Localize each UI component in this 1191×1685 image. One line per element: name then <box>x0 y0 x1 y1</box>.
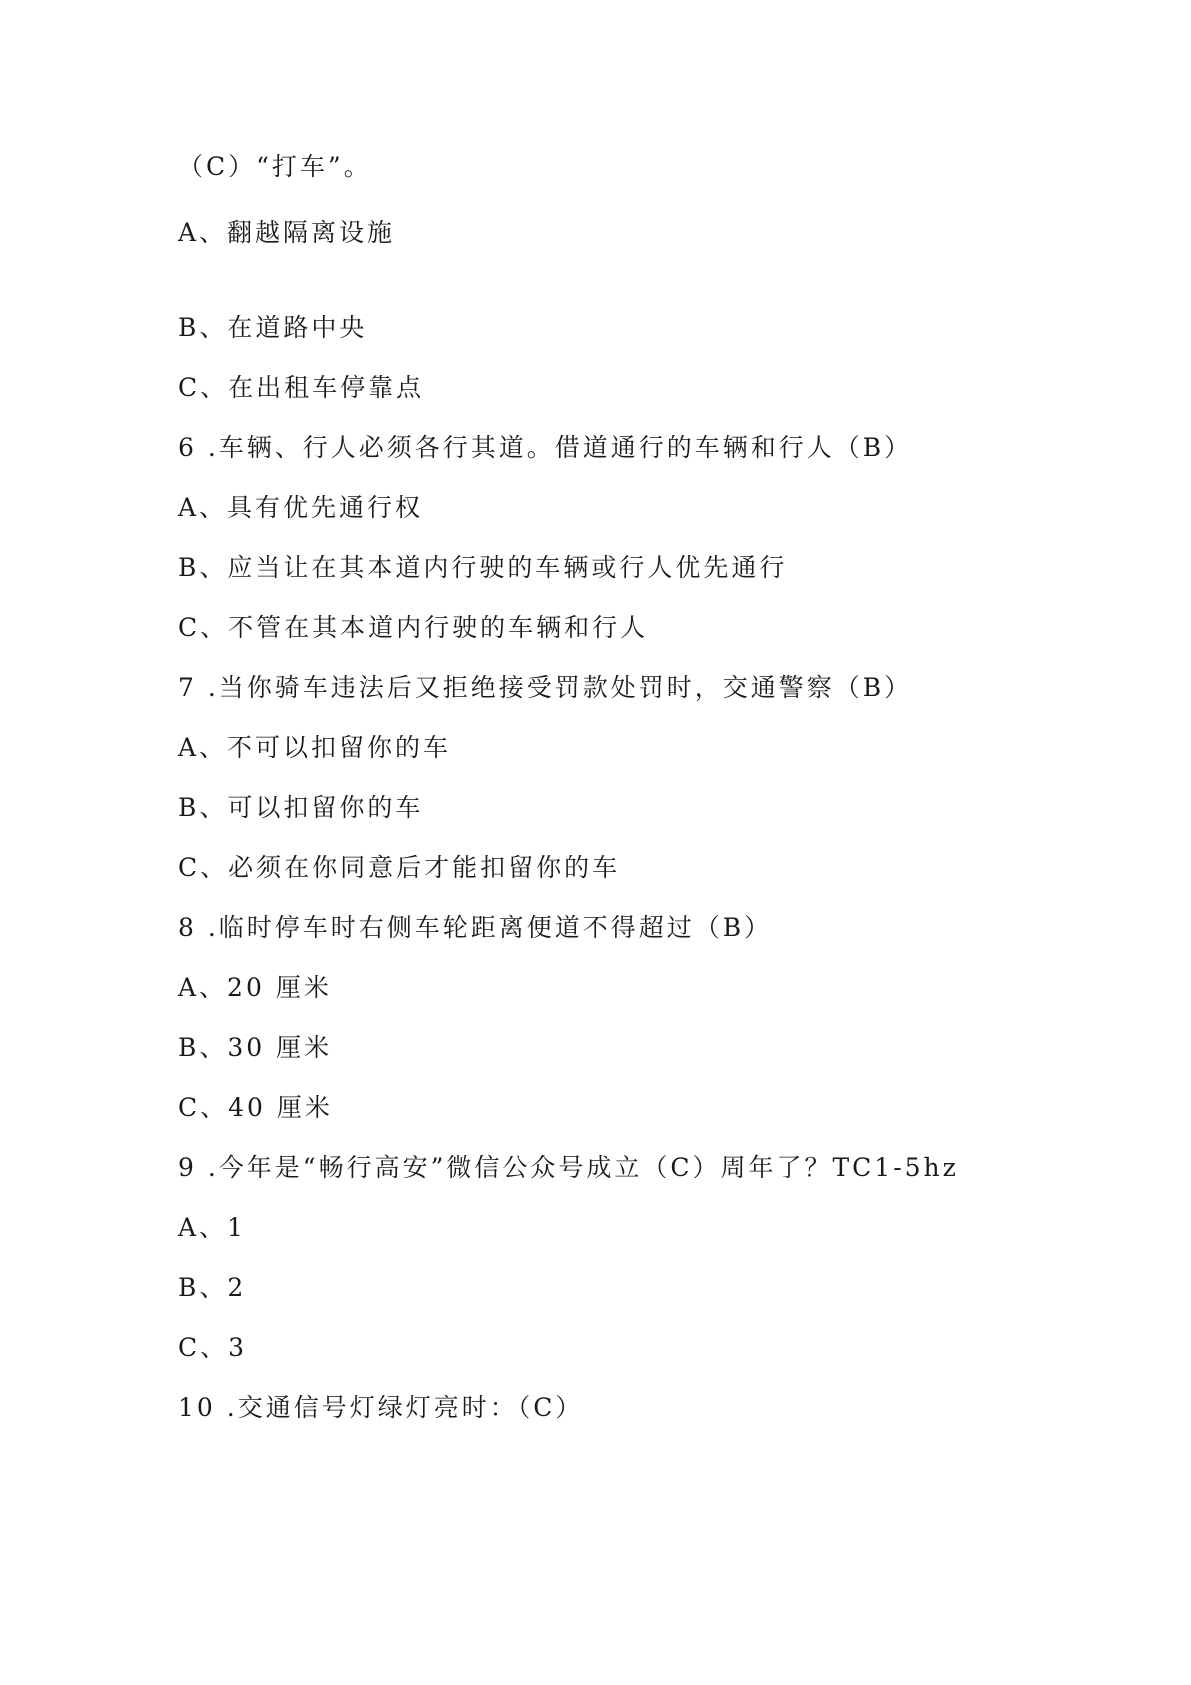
option-c-q5: C、在出租车停靠点 <box>178 373 425 402</box>
option-a-q6: A、具有优先通行权 <box>178 493 424 522</box>
option-c-q7: C、必须在你同意后才能扣留你的车 <box>178 853 621 882</box>
option-b-q8: B、30 厘米 <box>178 1033 333 1062</box>
option-a-q8: A、20 厘米 <box>178 973 332 1002</box>
answer-line-q5: （C）“打车”。 <box>178 152 372 181</box>
question-6: 6 .车辆、行人必须各行其道。借道通行的车辆和行人（B） <box>178 433 913 462</box>
question-10: 10 .交通信号灯绿灯亮时：（C） <box>178 1393 584 1422</box>
question-7: 7 .当你骑车违法后又拒绝接受罚款处罚时，交通警察（B） <box>178 673 913 702</box>
option-b-q6: B、应当让在其本道内行驶的车辆或行人优先通行 <box>178 553 788 582</box>
option-c-q8: C、40 厘米 <box>178 1093 333 1122</box>
question-9: 9 .今年是“畅行高安”微信公众号成立（C）周年了？TC1-5hz <box>178 1153 959 1182</box>
question-8: 8 .临时停车时右侧车轮距离便道不得超过（B） <box>178 913 773 942</box>
option-a-q5: A、翻越隔离设施 <box>178 218 396 247</box>
option-c-q6: C、不管在其本道内行驶的车辆和行人 <box>178 613 649 642</box>
option-b-q7: B、可以扣留你的车 <box>178 793 424 822</box>
option-b-q9: B、2 <box>178 1273 247 1302</box>
option-b-q5: B、在道路中央 <box>178 313 368 342</box>
option-a-q7: A、不可以扣留你的车 <box>178 733 452 762</box>
option-a-q9: A、1 <box>178 1213 246 1242</box>
option-c-q9: C、3 <box>178 1333 248 1362</box>
